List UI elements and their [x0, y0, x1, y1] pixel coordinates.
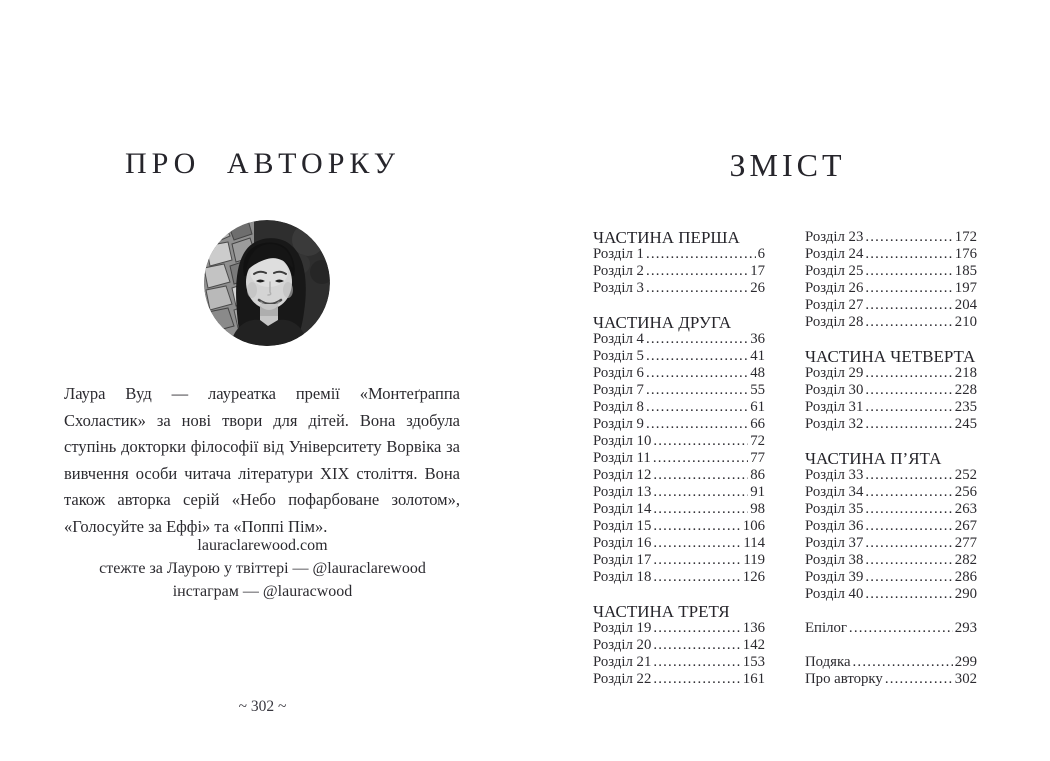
toc-entry-label: Розділ 22: [593, 671, 652, 687]
toc-entry-label: Розділ 19: [593, 620, 652, 636]
toc-leader-dots: [849, 620, 953, 637]
toc-leader-dots: [865, 552, 952, 569]
toc-entry: [805, 569, 977, 586]
toc-entry-page: 26: [750, 280, 765, 296]
toc-leader-dots: [653, 535, 741, 552]
toc-entry-label: Розділ 23: [805, 229, 864, 245]
toc-entry: [805, 382, 977, 399]
toc-leader-dots: [865, 280, 952, 297]
toc-entry-page: 98: [750, 501, 765, 517]
table-of-contents: [593, 229, 977, 688]
toc-entry-label: Розділ 37: [805, 535, 864, 551]
toc-entry-label: Розділ 18: [593, 569, 652, 585]
toc-leader-dots: [865, 314, 952, 331]
toc-entry: [593, 399, 765, 416]
page-number: ~ 302 ~: [238, 698, 287, 715]
toc-entry: [593, 348, 765, 365]
toc-entry-page: 197: [954, 280, 977, 296]
toc-entry: [593, 246, 765, 263]
toc-entry-page: 282: [954, 552, 977, 568]
toc-entry-page: 136: [742, 620, 765, 636]
contents-title: ЗМІСТ: [729, 147, 846, 183]
toc-entry-label: Подяка: [805, 654, 851, 670]
toc-entry-label: Розділ 40: [805, 586, 864, 602]
author-instagram: інстаграм — @lauracwood: [172, 583, 353, 600]
toc-entry-page: 126: [742, 569, 765, 585]
toc-entry: [593, 433, 765, 450]
toc-leader-dots: [646, 348, 748, 365]
toc-leader-dots: [653, 501, 748, 518]
toc-entry-label: Розділ 2: [593, 263, 644, 279]
toc-leader-dots: [865, 246, 952, 263]
toc-entry-label: Розділ 17: [593, 552, 652, 568]
toc-entry-label: Розділ 30: [805, 382, 864, 398]
toc-entry-page: 228: [954, 382, 977, 398]
toc-entry-page: 263: [954, 501, 977, 517]
toc-leader-dots: [865, 484, 952, 501]
toc-entry-label: Розділ 26: [805, 280, 864, 296]
toc-entry-page: 290: [954, 586, 977, 602]
toc-entry-label: Розділ 34: [805, 484, 864, 500]
toc-entry-page: 72: [750, 433, 765, 449]
toc-leader-dots: [653, 654, 740, 671]
toc-entry: [593, 535, 765, 552]
toc-part-block: [805, 620, 977, 637]
toc-leader-dots: [865, 535, 952, 552]
toc-entry-label: Розділ 13: [593, 484, 652, 500]
toc-entry: [805, 297, 977, 314]
toc-leader-dots: [653, 569, 740, 586]
toc-entry: [805, 246, 977, 263]
toc-entry-label: Розділ 25: [805, 263, 864, 279]
toc-entry: [593, 552, 765, 569]
toc-leader-dots: [653, 552, 741, 569]
toc-entry: [593, 654, 765, 671]
toc-entry: [593, 569, 765, 586]
toc-leader-dots: [865, 229, 952, 246]
toc-entry-page: 277: [954, 535, 977, 551]
toc-entry: [593, 450, 765, 467]
toc-entry-page: 286: [954, 569, 977, 585]
toc-entry-label: Розділ 6: [593, 365, 644, 381]
toc-entry-page: 185: [954, 263, 977, 279]
toc-part-block: [805, 450, 977, 603]
toc-entry: [593, 637, 765, 654]
toc-leader-dots: [865, 467, 952, 484]
toc-entry: [805, 314, 977, 331]
toc-leader-dots: [853, 654, 953, 671]
toc-part-heading: ЧАСТИНА ПЕРША: [593, 228, 740, 247]
toc-entry: [805, 552, 977, 569]
toc-leader-dots: [653, 467, 748, 484]
author-links: [0, 534, 525, 603]
toc-leader-dots: [865, 297, 952, 314]
author-photo: [204, 220, 330, 346]
toc-leader-dots: [646, 382, 748, 399]
toc-entry-label: Розділ 7: [593, 382, 644, 398]
toc-part-heading: ЧАСТИНА ДРУГА: [593, 313, 732, 332]
toc-entry-page: 36: [750, 331, 765, 347]
toc-leader-dots: [653, 620, 740, 637]
toc-leader-dots: [865, 586, 952, 603]
toc-entry-label: Розділ 27: [805, 297, 864, 313]
toc-entry: [805, 671, 977, 688]
toc-leader-dots: [646, 365, 748, 382]
toc-entry-label: Розділ 3: [593, 280, 644, 296]
toc-entry-page: 91: [750, 484, 765, 500]
toc-entry: [593, 416, 765, 433]
toc-entry-label: Розділ 15: [593, 518, 652, 534]
toc-entry-label: Розділ 11: [593, 450, 651, 466]
toc-entry-page: 114: [743, 535, 765, 551]
toc-leader-dots: [865, 569, 952, 586]
toc-entry-label: Про авторку: [805, 671, 883, 687]
author-website: lauraclarewood.com: [197, 537, 328, 554]
toc-entry-page: 267: [954, 518, 977, 534]
toc-entry-page: 153: [742, 654, 765, 670]
toc-entry-label: Розділ 21: [593, 654, 652, 670]
toc-entry: [805, 518, 977, 535]
toc-entry-page: 204: [954, 297, 977, 313]
toc-leader-dots: [653, 433, 748, 450]
toc-entry-page: 41: [750, 348, 765, 364]
toc-part-block: [805, 654, 977, 688]
toc-entry-page: 172: [954, 229, 977, 245]
toc-entry: [805, 280, 977, 297]
toc-entry-page: 252: [954, 467, 977, 483]
toc-entry-label: Розділ 10: [593, 433, 652, 449]
toc-part-block: [593, 229, 765, 297]
toc-entry-page: 235: [954, 399, 977, 415]
toc-entry-page: 256: [954, 484, 977, 500]
toc-leader-dots: [646, 416, 748, 433]
toc-leader-dots: [653, 637, 740, 654]
toc-entry-label: Розділ 14: [593, 501, 652, 517]
toc-entry-label: Розділ 35: [805, 501, 864, 517]
toc-entry-label: Розділ 38: [805, 552, 864, 568]
toc-entry-label: Епілог: [805, 620, 847, 636]
toc-entry: [805, 263, 977, 280]
toc-entry-label: Розділ 39: [805, 569, 864, 585]
toc-entry-page: 61: [750, 399, 765, 415]
toc-column: [805, 229, 977, 688]
toc-part-block: [593, 314, 765, 586]
toc-entry-label: Розділ 31: [805, 399, 864, 415]
about-author-title: ПРО АВТОРКУ: [124, 147, 401, 180]
toc-part-heading: ЧАСТИНА ЧЕТВЕРТА: [805, 347, 976, 366]
toc-entry-page: 6: [757, 246, 765, 262]
toc-leader-dots: [653, 671, 740, 688]
toc-entry: [593, 620, 765, 637]
toc-leader-dots: [646, 280, 748, 297]
toc-leader-dots: [885, 671, 953, 688]
toc-leader-dots: [646, 263, 748, 280]
toc-entry-page: 66: [750, 416, 765, 432]
toc-leader-dots: [865, 518, 952, 535]
toc-entry-label: Розділ 36: [805, 518, 864, 534]
toc-entry: [805, 620, 977, 637]
toc-entry-page: 299: [954, 654, 977, 670]
toc-entry: [805, 467, 977, 484]
toc-entry-page: 176: [954, 246, 977, 262]
toc-entry: [593, 501, 765, 518]
toc-leader-dots: [865, 501, 952, 518]
toc-entry: [805, 484, 977, 501]
toc-part-heading: ЧАСТИНА П’ЯТА: [805, 449, 942, 468]
toc-part-heading: ЧАСТИНА ТРЕТЯ: [593, 602, 730, 621]
toc-entry-page: 55: [750, 382, 765, 398]
toc-entry-page: 119: [743, 552, 765, 568]
toc-leader-dots: [865, 399, 952, 416]
toc-entry-page: 86: [750, 467, 765, 483]
toc-entry-label: Розділ 16: [593, 535, 652, 551]
toc-part-block: [805, 229, 977, 331]
toc-leader-dots: [653, 518, 740, 535]
toc-entry: [593, 382, 765, 399]
toc-leader-dots: [865, 416, 952, 433]
toc-entry-page: 142: [742, 637, 765, 653]
toc-entry-page: 245: [954, 416, 977, 432]
toc-entry-page: 106: [742, 518, 765, 534]
toc-entry-label: Розділ 12: [593, 467, 652, 483]
toc-entry: [593, 331, 765, 348]
author-portrait-illustration: [204, 220, 330, 346]
toc-leader-dots: [653, 450, 748, 467]
toc-entry: [593, 263, 765, 280]
toc-leader-dots: [865, 382, 952, 399]
toc-leader-dots: [865, 263, 952, 280]
toc-entry: [805, 229, 977, 246]
toc-entry: [805, 586, 977, 603]
toc-entry-label: Розділ 33: [805, 467, 864, 483]
toc-entry: [805, 501, 977, 518]
toc-entry-page: 77: [750, 450, 765, 466]
toc-entry-page: 218: [954, 365, 977, 381]
toc-entry: [805, 365, 977, 382]
toc-entry-label: Розділ 1: [593, 246, 644, 262]
toc-entry-label: Розділ 5: [593, 348, 644, 364]
toc-part-block: [593, 603, 765, 688]
toc-entry-label: Розділ 29: [805, 365, 864, 381]
toc-entry-page: 161: [742, 671, 765, 687]
toc-entry: [593, 365, 765, 382]
toc-entry-label: Розділ 24: [805, 246, 864, 262]
toc-entry-page: 302: [954, 671, 977, 687]
toc-leader-dots: [646, 399, 748, 416]
toc-column: [593, 229, 765, 688]
contents-page: [525, 0, 1050, 761]
toc-leader-dots: [865, 365, 952, 382]
toc-entry: [593, 671, 765, 688]
toc-entry: [805, 654, 977, 671]
toc-entry: [593, 280, 765, 297]
toc-entry-label: Розділ 4: [593, 331, 644, 347]
author-bio: Лаура Вуд — лауреатка премії «Монтеґраппа Схоластик» за нові твори для дітей. Вона здобула ступінь докторки філософії від Університету Ворвіка за вивчення особи читача літератури XIX століття. Вона також авторка серій «Небо пофарбоване золотом», «Голосуйте за Еффі» та «Поппі Пім».: [64, 384, 460, 536]
toc-entry-label: Розділ 9: [593, 416, 644, 432]
toc-entry: [593, 467, 765, 484]
toc-part-block: [805, 348, 977, 433]
toc-entry-page: 210: [954, 314, 977, 330]
toc-entry-label: Розділ 28: [805, 314, 864, 330]
toc-entry: [593, 518, 765, 535]
toc-entry-page: 293: [954, 620, 977, 636]
toc-entry-label: Розділ 8: [593, 399, 644, 415]
toc-entry-label: Розділ 32: [805, 416, 864, 432]
author-twitter: стежте за Лаурою у твіттері — @lauraclarewood: [99, 560, 426, 577]
toc-leader-dots: [646, 331, 748, 348]
toc-leader-dots: [653, 484, 748, 501]
toc-entry: [593, 484, 765, 501]
toc-leader-dots: [646, 246, 756, 263]
toc-entry: [805, 535, 977, 552]
toc-entry: [805, 399, 977, 416]
toc-entry: [805, 416, 977, 433]
toc-entry-page: 48: [750, 365, 765, 381]
toc-entry-page: 17: [750, 263, 765, 279]
toc-entry-label: Розділ 20: [593, 637, 652, 653]
